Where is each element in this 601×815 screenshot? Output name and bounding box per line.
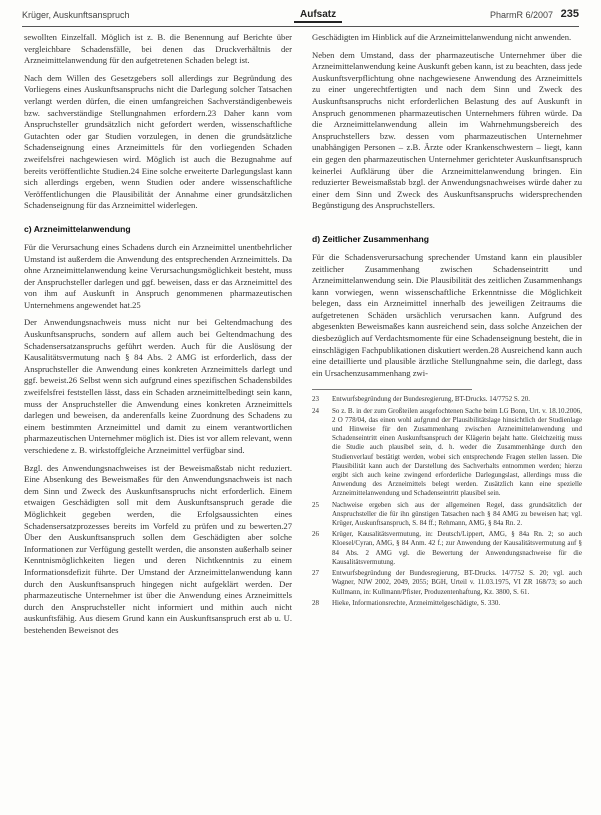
footnote-number: 26	[312, 530, 319, 539]
paragraph: Bzgl. des Anwendungsnachweises ist der Beweismaßstab nicht reduziert. Eine Absenkung des Beweismaßes für den Anwendungsnachweis ist nach dem Sinn und Zweck des Auskunftsanspruchs nicht erforderlich. Einem etwaigen Geschädigten soll mit dem Auskunftsanspruch gerade die Möglichkeit gegeben werden, die Erfolgsaussichten eines Schadensersatzprozesses bereits im Vorfeld zu prüfen und zu bewerten.27 Über den Auskunftsanspruch sollen dem Geschädigten aber solche Informationen zur Verfügung gestellt werden, die ansonsten außerhalb seiner Kenntnismöglichkeiten liegen und deren Nichtkenntnis zu einem Informationsdefizit führte. Der Umstand der Arzneimittelanwendung kann durch den Auskunftsanspruch hingegen nicht aufgeklärt werden. Der pharmazeutische Unternehmer ist über die Anwendung eines Arzneimittels durch den Anspruchsteller nicht informiert und mithin auch nicht auskunftsfähig. Aus diesem Grund kann ein Auskunftsanspruch erst ab u. U. bestehenden Beweisnot des	[24, 462, 292, 635]
page-header	[22, 8, 579, 27]
footnote-text: Krüger, Kausalitätsvermutung, in: Deutsch/Lippert, AMG, § 84a Rn. 2; so auch Kloesel/Cyran, AMG, § 84 Anm. 42 f.; zur Anwendung der Kausalitätsvermutung auf § 84 Abs. 2 AMG vgl. die Bewertung der Anwendungsnachweise für die Kausalitätsvermutung.	[332, 530, 582, 566]
section-heading-d: d) Zeitlicher Zusammenhang	[312, 233, 429, 244]
footnote-text: Entwurfsbegründung der Bundesregierung, BT-Drucks. 14/7752 S. 20; vgl. auch Wagner, NJW 2002, 2049, 2055; BGH, Urteil v. 11.03.1975, VI ZR 168/73; so auch Kullmann, in: Kullmann/Pfister, Produzentenhaftung, Kz. 3800, S. 61.	[332, 569, 582, 596]
paragraph: Nach dem Willen des Gesetzgebers soll allerdings zur Begründung des Vorliegens eines Auskunftsanspruchs nicht die Darlegung solcher Tatsachen verlangt werden dürfen, die einen umfangreichen Sachverständigenbeweis bzw. sachverständige Stellungnahmen erfordern.23 Daher kann vom Anspruchsteller grundsätzlich nicht gefordert werden, wissenschaftliche Gutachten oder gar Studien vorzulegen, in denen die grundsätzliche Schadenseignung eines Arzneimittels für den vorliegenden Schaden zweifelsfrei nachgewiesen wird. Möglich ist auch die Bezugnahme auf bereits veröffentlichte Studien.24 Eine solche erweiterte Darlegungslast kann sich allerdings ergeben, wenn Studien oder andere wissenschaftliche Veröffentlichungen die Plausibilität der Annahme einer grundsätzlichen Schadenseignung für das Arzneimittel widerlegen.	[24, 72, 292, 211]
journal-citation: PharmR 6/2007	[489, 10, 553, 20]
running-head: Krüger, Auskunftsanspruch	[22, 10, 130, 20]
footnote-text: Nachweise ergeben sich aus der allgemeinen Regel, dass grundsätzlich der Anspruchsteller die für ihn günstigen Tatsachen nach § 84 AMG zu beweisen hat; vgl. Krüger, Auskunftsanspruch, S. 84 ff.; Rehmann, AMG, § 84a Rn. 2.	[332, 500, 582, 528]
section-label: Aufsatz	[294, 9, 342, 23]
footnote-number: 23	[312, 395, 319, 404]
footnote	[312, 395, 582, 404]
footnote	[312, 501, 582, 529]
section-heading-c: c) Arzneimittelanwendung	[24, 223, 131, 234]
footnote	[312, 599, 582, 608]
footnote-number: 25	[312, 500, 319, 509]
paragraph: Für die Schadensverursachung sprechender Umstand kann ein plausibler zeitlicher Zusammenhang zwischen Schadenseintritt und Arzneimittelanwendung sein. Die Plausibilität des zeitlichen Zusammenhangs kann vorwiegen, wenn wissenschaftliche Erkenntnisse die Möglichkeit belegen, dass ein Arzneimittel innerhalb des jeweiligen Zeitraums die aufgetretenen Schäden ursächlich verursachen kann. Aufgrund des abgesenkten Beweismaßes kann ausreichend sein, dass solche Anzeichen der diesbezüglich auf Verdachtsmomente für eine Schadenseignung besteht, die in einschlägigen Fachpublikationen diskutiert werden.28 Ausreichend kann auch eine detaillierte und plausible ärztliche Stellungnahme sein, die darlegt, dass ein Ursachenzusammenhang zwi-	[312, 251, 582, 378]
footnote-number: 24	[312, 406, 319, 415]
right-column	[312, 32, 582, 610]
footnote	[312, 530, 582, 567]
footnote-divider	[312, 389, 472, 390]
paragraph: Für die Verursachung eines Schadens durch ein Arzneimittel unentbehrlicher Umstand ist außerdem die Anwendung des entsprechenden Arzneimittels. Da ohne Arzneimittelanwendung keine Verursachungsmöglichkeit besteht, muss der Anspruchsteller darlegen und ggf. beweisen, dass er das Arzneimittel des von ihm auf Auskunft in Anspruch genommenen pharmazeutischen Unternehmens angewendet hat.25	[24, 241, 292, 310]
footnote-text: Entwurfsbegründung der Bundesregierung, BT-Drucks. 14/7752 S. 20.	[332, 395, 531, 404]
left-column	[24, 32, 292, 643]
footnote-text: So z. B. in der zum Großteilen ausgefochtenen Sache beim LG Bonn, Urt. v. 18.10.2006, 2 O 778/04, das einen wohl aufgrund der Plausibilitätslage hinsichtlich der Studienlage und Hinweise für den Zusammenhang zwischen Arzneimittelanwendung und Schadenseintritt einen Auskunftsanspruch der Klägerin bejaht hatte. Gleichzeitig muss die Studie auch plausibel sein, d. h. weder die Zusammenhänge durch den Studienverlauf bestätigt werden, wobei sich entsprechende Fragen stellen lassen. Die Plausibilität kann auch der Darstellung des Sachverhalts entnommen werden; hierzu ergibt sich auch keine zwingend erforderliche Darlegungslast, allerdings muss die Anwendung des Arzneimittels belegt werden. Zusätzlich kann eine spezielle Arzneimittelanwendung und Schadenseintritt plausibel sein.	[332, 406, 582, 498]
footnote	[312, 407, 582, 499]
paragraph: Neben dem Umstand, dass der pharmazeutische Unternehmer über die Arzneimittelanwendung keine Auskunft geben kann, ist zu beachten, dass jede Auskunftsverpflichtung ohne nachgewiesene Anwendung des Arzneimittels zu einer ungerechtfertigten und nach dem Sinn und Zweck des Auskunftsanspruchs nicht erforderlichen Belastung des auf Auskunft in Anspruch genommenen pharmazeutischen Unternehmers führen würde. Da die Arzneimittelanwendung allein im Wahrnehmungsbereich des Anspruchstellers bzw. dessen vom pharmazeutischen Unternehmer unabhängigen Personen – z.B. Ärzte oder Krankenschwestern – liegt, kann ein gegen den pharmazeutischen Unternehmer gerichteter Auskunftsanspruch keinerlei Aufklärung über die Arzneimittelanwendung bringen. Ein reduzierter Beweismaßstab bzgl. der Anwendungsnachweises würde daher zu einer dem Sinn und Zweck des Auskunftsanspruchs widersprechenden Begünstigung des Anspruchstellers.	[312, 49, 582, 211]
paragraph: sewollten Einzelfall. Möglich ist z. B. die Benennung auf Berichte über vergleichbare Schadensfälle, bei denen das Druckverhältnis der Arzneimittelanwendung für den aufgetretenen Schaden belegt ist.	[24, 32, 292, 66]
footnote-number: 28	[312, 598, 319, 607]
page-number: 235	[560, 8, 579, 20]
footnote-number: 27	[312, 569, 319, 578]
paragraph: Der Anwendungsnachweis muss nicht nur bei Geltendmachung des Auskunftsanspruchs, sondern auf allem auch bei Geltendmachung des Schadensersatzanspruchs geführt werden. Auch für die Auslösung der Kausalitätsvermutung nach § 84 Abs. 2 AMG ist erforderlich, dass der Anspruchsteller die Anwendung eines konkreten Arzneimittels darlegt und ggf. beweist.26 Selbst wenn sich aufgrund eines spezifischen Schadensbildes zweifelsfrei feststellen lässt, dass ein Schaden arzneimittelbedingt sein kann, muss der Anspruchsteller die Anwendung eines konkreten Arzneimittels darlegen und beweisen, da anderenfalls keine Zuordnung des Schadens zu einem bestimmten Arzneimittel und damit zu einem verantwortlichen pharmazeutischen Unternehmer möglich ist. Dies ist vor allem relevant, wenn verschiedene z. B. wirkstoffgleiche Arzneimittel verfügbar sind.	[24, 317, 292, 455]
footnote-text: Hieke, Informationsrechte, Arzneimittelgeschädigte, S. 330.	[332, 598, 501, 607]
paragraph: Geschädigten im Hinblick auf die Arzneimittelanwendung nicht anwenden.	[312, 32, 572, 42]
footnotes	[312, 395, 582, 607]
footnote	[312, 569, 582, 597]
